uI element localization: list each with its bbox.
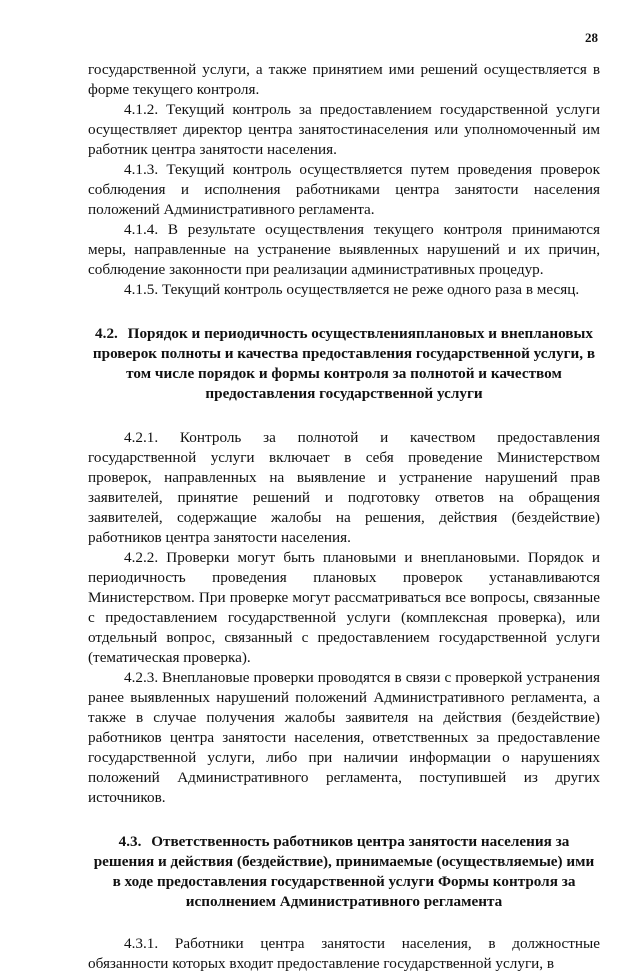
paragraph-4-2-3: 4.2.3. Внеплановые проверки проводятся в связи с проверкой устранения ранее выявленных нарушений положений Административного регламента, а также в случае получения жалобы заявителя на действия (бездействие) работников центра занятости населения, ответственных за предоставление государственной услуги, либо при наличии информации о нарушениях положений Административного регламента, поступившей из других источников.: [88, 669, 600, 806]
paragraph-4-1-2: 4.1.2. Текущий контроль за предоставлением государственной услуги осуществляет директор центра занятостинаселения или уполномоченный им работник центра занятости населения.: [88, 101, 600, 158]
document-body: [88, 60, 600, 974]
section-title: Порядок и периодичность осуществленияплановых и внеплановых проверок полноты и качества предоставления государственной услуги, в том числе порядок и формы контроля за полнотой и качеством предоставления государственной услуги: [92, 325, 596, 402]
paragraph-4-2-1: 4.2.1. Контроль за полнотой и качеством предоставления государственной услуги включает в себя проведение Министерством проверок, направленных на выявление и устранение нарушений прав заявителей, принятие решений и подготовку ответов на обращения заявителей, содержащие жалобы на решения, действия (бездействие) работников центра занятости населения.: [88, 429, 600, 546]
section-number: 4.3.: [118, 833, 142, 850]
section-number: 4.2.: [95, 325, 118, 342]
paragraph-4-2-2: 4.2.2. Проверки могут быть плановыми и внеплановыми. Порядок и периодичность проведения плановых проверок устанавливаются Министерством. При проверке могут рассматриваться все вопросы, связанные с предоставлением государственной услуги (комплексная проверка), или отдельный вопрос, связанный с предоставлением государственной услуги (тематическая проверка).: [88, 549, 600, 666]
page-number: 28: [585, 30, 598, 45]
paragraph-4-3-1: 4.3.1. Работники центра занятости населения, в должностные обязанности которых входит предоставление государственной услуги, в: [88, 935, 600, 972]
paragraph-4-1-5: 4.1.5. Текущий контроль осуществляется не реже одного раза в месяц.: [124, 281, 580, 298]
section-heading-4-3: [88, 832, 600, 912]
section-heading-4-2: [88, 324, 600, 404]
section-title: Ответственность работников центра занятости населения за решения и действия (бездействие), принимаемые (осуществляемые) ими в ходе предоставления государственной услуги Формы контроля за исполнением Административного регламента: [93, 833, 595, 910]
paragraph-continuation: государственной услуги, а также принятием ими решений осуществляется в форме текущего контроля.: [88, 61, 600, 98]
paragraph-4-1-3: 4.1.3. Текущий контроль осуществляется путем проведения проверок соблюдения и исполнения работниками центра занятости населения положений Административного регламента.: [88, 161, 600, 218]
paragraph-4-1-4: 4.1.4. В результате осуществления текущего контроля принимаются меры, направленные на устранение выявленных нарушений и их причин, соблюдение законности при реализации административных процедур.: [88, 221, 600, 278]
